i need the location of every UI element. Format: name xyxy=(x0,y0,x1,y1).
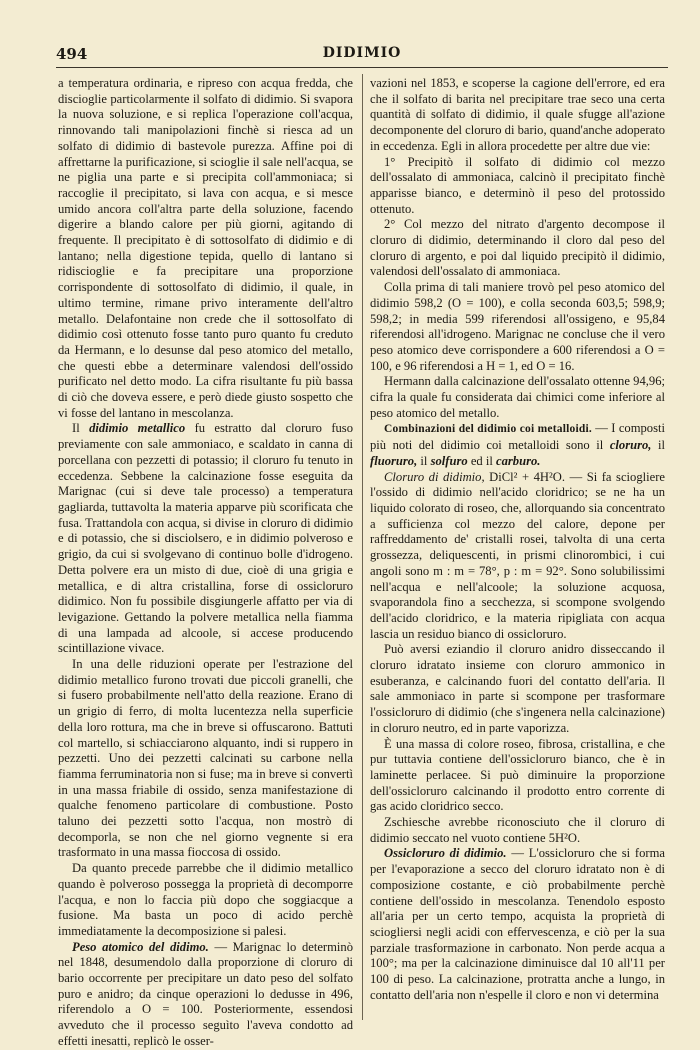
paragraph: a temperatura ordinaria, e ripreso con acqua fredda, che discioglie particolarmente il solfato di didimio. Si svapora la nuova soluzione, e si replica l'operazione coll'acqua, rinnovando tali manipolazioni finchè si riesca ad un solfato di didimio di bastevole purezza. Affine poi di affrettarne la purificazione, si scioglie il sale nell'acqua, se ne piglia una parte e si precipita coll'ammoniaca; si raccoglie il precipitato, si lava con acqua, e si mesce umido ancora coll'altra parte della soluzione, facendo digerire a blando calore per più giorni, agitando di frequente. Il precipitato è di sottosolfato di didimio e di lantano; nella digestione tepida, quello di lantano si ridiscioglie e fa precipitare una proporzione corrispondente di sottosolfato di didimio, il quale, in ultimo termine, rimane privo interamente dell'altro metallo. Delafontaine non crede che il sottosolfato di didimio così ottenuto fosse tanto puro quanto fu creduto da Hermann, e lo desunse dal peso atomico del metallo, che questi ebbe a determinare valendosi dell'ossido purificato nel detto modo. La cifra risultante fu più bassa di ciò che doveva essere, e però diede giusto sospetto che vi fosse del lantano in mescolanza. xyxy=(58,76,353,420)
chemical-formula: DiCl² + 4H²O. xyxy=(489,469,566,484)
left-column xyxy=(58,76,354,1048)
term: cloruro, xyxy=(609,438,652,453)
running-title: DIDIMIO xyxy=(322,45,402,61)
paragraph-body: ed il xyxy=(470,453,493,468)
paragraph-lead: Il xyxy=(72,421,80,436)
paragraph-body: il xyxy=(658,438,665,453)
paragraph xyxy=(58,421,353,657)
paragraph: vazioni nel 1853, e scoperse la cagione dell'errore, ed era che il solfato di barita nel precipitare trae seco una certa quantità di solfato di didimio, il quale sfugge all'azione decomponente del cloruro di bario, quand'anche adoperato in eccedenza. Egli in allora procedette per altre due vie: xyxy=(370,76,665,153)
page-number: 494 xyxy=(56,45,88,63)
paragraph xyxy=(370,846,665,1003)
paragraph-body: — Si fa sciogliere l'ossido di didimio nell'acido cloridrico; se ne ha un liquido colorato di roseo, che, allorquando sia concentrato a sufficienza col mezzo del calore, depone per raffreddamento de' cristalli rosei, talvolta di una certa grossezza, deliquescenti, in prismi clinorombici, i cui angoli sono m : m = 78°, p : m = 92°. Sono solubilissimi nell'acqua e nell'alcoole; la soluzione acquosa, svaporandola fino a secchezza, si scompone svolgendo dell'acido cloridrico, e la materia ripigliata con acqua lascia un residuo bianco di ossicloruro. xyxy=(370,469,666,641)
paragraph-body: fu estratto dal cloruro fuso previamente con sale ammoniaco, e scaldato in canna di porcellana con pezzetti di potassio; il cloruro fu tenuto in eccedenza. Sebbene la calcinazione fosse eseguita da Marignac (cui si deve tale processo) a temperatura gagliarda, tuttavolta la materia apparve più scorificata che fusa. Trattandola con acqua, si divise in cloruro di didimio e di potassio, che si disciolsero, e in didimio polveroso e grigio, da cui si svolgevano di continuo bolle d'idrogeno. Detta polvere era un misto di due, cioè di una grigia e metallica, e di altra cristallina, forse di ossicloruro didimico. Non fu possibile disgiungerle affatto per via di levigazione. Gettando la polvere metallica nella fiamma di una lampada ad alcoole, si accese producendo scintillazione vivace. xyxy=(58,421,354,656)
paragraph: Da quanto precede parrebbe che il didimio metallico quando è polveroso possegga la proprietà di decomporre l'acqua, e non lo faccia più dopo che soggiacque a fusione. Ma basta un poco di acido perchè immediatamente la decomposizione si palesi. xyxy=(58,861,353,938)
paragraph: 1° Precipitò il solfato di didimio col mezzo dell'ossalato di ammoniaca, calcinò il precipitato finchè apparisse bianco, e determinò il peso del protossido ottenuto. xyxy=(370,154,665,216)
term-heading: Ossicloruro di didimio. xyxy=(384,846,507,861)
paragraph: Zschiesche avrebbe riconosciuto che il cloruro di didimio seccato nel vuoto contiene 5H²O. xyxy=(370,815,665,845)
right-column xyxy=(370,76,665,1020)
term: fluoruro, xyxy=(370,453,418,468)
paragraph xyxy=(58,940,353,1050)
paragraph: In una delle riduzioni operate per l'estrazione del didimio metallico furono trovati due piccoli granelli, che si fusero probabilmente nell'atto della reazione. Erano di un grigio di ferro, di molta lucentezza nella superficie della loro rottura, ma che in breve si offuscarono. Battuti col martello, si schiacciarono alquanto, indi si ruppero in pezzetti. Uno dei pezzetti calcinati su carbone nella fiamma ferruminatoria non si fuse; ma in breve si convertì in una massa friabile di ossido, senza manifestazione di qualche fenomeno particolare di combustione. Posto taluno dei pezzetti sotto l'acqua, non mostrò di decomporla, se non che nel giorno vegnente si era trasformato in una massa fioccosa di ossido. xyxy=(58,657,353,860)
term: carburo. xyxy=(496,453,541,468)
paragraph-body: il xyxy=(420,453,428,468)
paragraph: 2° Col mezzo del nitrato d'argento decompose il cloruro di didimio, determinando il cloro dal peso del cloruro di argento, e poi dal liquido precipitò il didimio, valendosi dell'ossalato di ammoniaca. xyxy=(370,217,665,279)
running-header xyxy=(56,45,668,68)
paragraph: È una massa di colore roseo, fibrosa, cristallina, e che pur tuttavia contiene dell'ossicloruro bianco, che è in laminette perlacee. Si può diminuire la proporzione dell'ossicloruro calcinando il prodotto entro corrente di gas acido cloridrico secco. xyxy=(370,736,665,814)
term: solfuro xyxy=(430,453,468,468)
section-heading: Combinazioni del didimio coi metalloidi. xyxy=(384,423,592,436)
paragraph: Hermann dalla calcinazione dell'ossalato ottenne 94,96; cifra la quale fu considerata dai chimici come inferiore al peso atomico del metallo. xyxy=(370,374,665,420)
term-heading: Cloruro di didimio, xyxy=(384,469,485,484)
paragraph xyxy=(370,470,665,643)
paragraph xyxy=(370,421,665,469)
term-heading: Peso atomico del didimo. xyxy=(72,939,209,954)
term-heading: didimio metallico xyxy=(89,421,186,436)
paragraph: Colla prima di tali maniere trovò pel peso atomico del didimio 598,2 (O = 100), e colla seconda 603,5; 598,9; 598,2; in media 599 riferendosi all'ossigeno, e 95,84 riferendosi all'idrogeno. Marignac ne concluse che il vero peso atomico deve corrispondere a 600 riferendosi a O = 100, e 96 riferendosi a H = 1, ed O = 16. xyxy=(370,280,665,373)
paragraph: Può aversi eziandio il cloruro anidro disseccando il cloruro idratato insieme con cloruro ammonico in esuberanza, e calcinando fuori del contatto dell'aria. Il sale ammoniaco in parte si scompone per trasformare l'ossicloruro di didimio (che s'ingenera nella calcinazione) in cloruro neutro, ed in parte vaporizza. xyxy=(370,642,665,735)
paragraph-body: — I composti più noti del didimio coi metalloidi sono il xyxy=(370,421,665,453)
column-divider xyxy=(362,74,363,1020)
paragraph-body: — Marignac lo determinò nel 1848, desumendolo dalla proporzione di cloruro di bario occorrente per precipitare un dato peso del solfato puro e anidro; da cinque operazioni lo dedusse in 496, riferendolo a O = 100. Posteriormente, essendosi avveduto che il processo seguìto l'aveva condotto ad effetti inesatti, replicò le osser- xyxy=(58,939,353,1048)
paragraph-body: — L'ossicloruro che si forma per l'evaporazione a secco del cloruro idratato non è di composizione costante, e ciò probabilmente perchè contiene dell'ossido in mescolanza. Tenendolo esposto all'aria per un certo tempo, acquista la proprietà di sciogliersi negli acidi con effervescenza, e ciò per la sua parziale trasformazione in carbonato. Non perde acqua a 100°; ma per la calcinazione diminuisce dal 10 all'11 per 100 di peso. La calcinazione, protratta anche a lungo, in contatto dell'aria non n'espelle il cloro e non vi determina xyxy=(370,846,666,1002)
